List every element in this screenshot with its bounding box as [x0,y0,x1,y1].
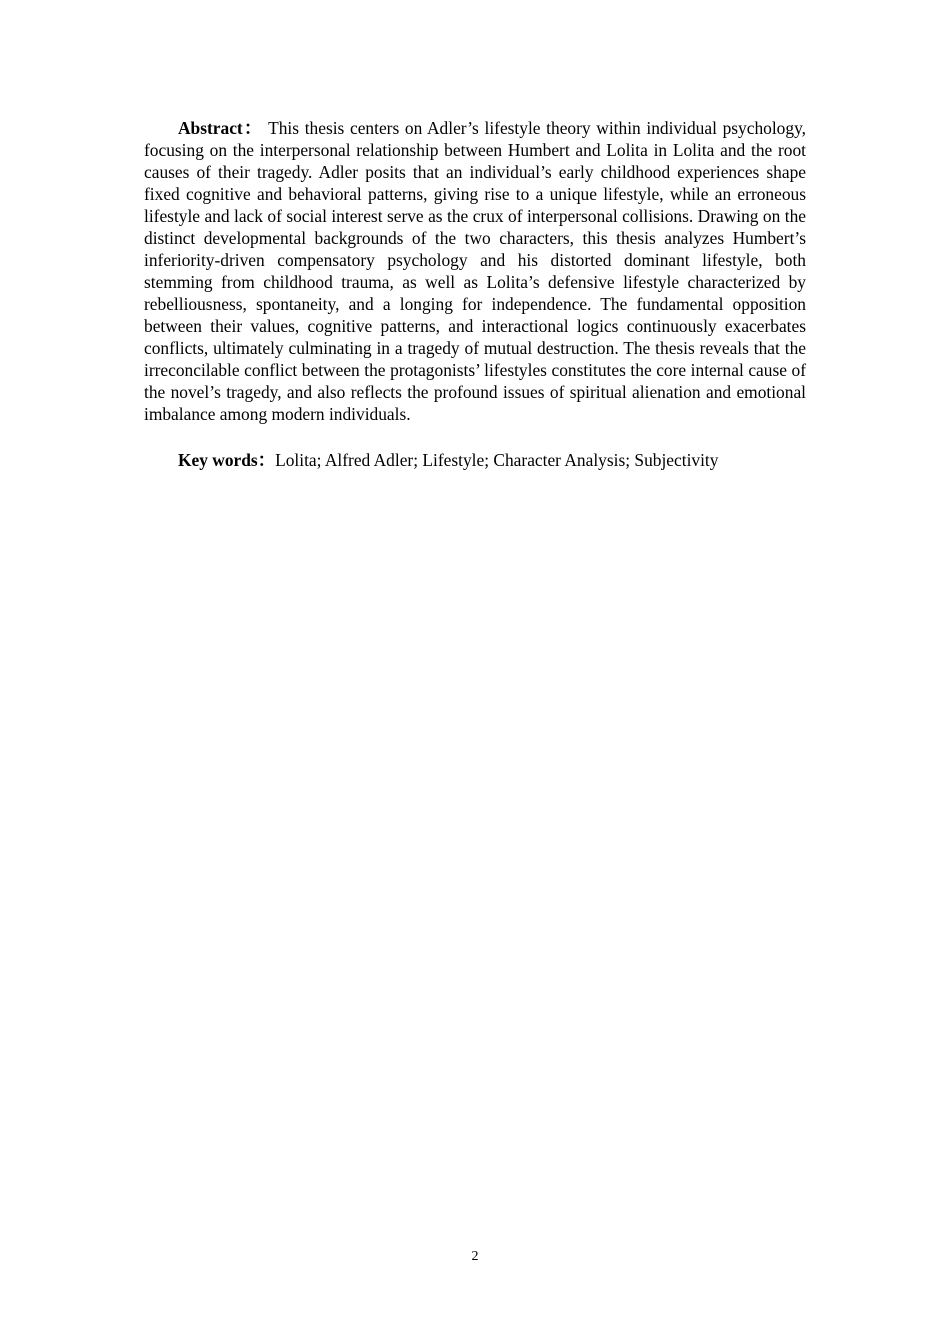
keywords-label: Key words： [178,450,276,470]
page-number: 2 [471,1249,479,1264]
abstract-section [144,117,806,471]
keywords-paragraph [144,449,806,471]
abstract-paragraph [144,117,806,425]
abstract-label: Abstract： [178,118,263,138]
keywords-text: Lolita; Alfred Adler; Lifestyle; Character Analysis; Subjectivity [275,450,719,470]
abstract-text: This thesis centers on Adler’s lifestyle theory within individual psychology, focusing on the interpersonal relationship between Humbert and Lolita in Lolita and the root causes of their tragedy. Adler posits that an individual’s early childhood experiences shape fixed cognitive and behavioral patterns, giving rise to a unique lifestyle, while an erroneous lifestyle and lack of social interest serve as the crux of interpersonal collisions. Drawing on the distinct developmental backgrounds of the two characters, this thesis analyzes Humbert’s inferiority-driven compensatory psychology and his distorted dominant lifestyle, both stemming from childhood trauma, as well as Lolita’s defensive lifestyle characterized by rebelliousness, spontaneity, and a longing for independence. The fundamental opposition between their values, cognitive patterns, and interactional logics continuously exacerbates conflicts, ultimately culminating in a tragedy of mutual destruction. The thesis reveals that the irreconcilable conflict between the protagonists’ lifestyles constitutes the core internal cause of the novel’s tragedy, and also reflects the profound issues of spiritual alienation and emotional imbalance among modern individuals. [144,118,806,424]
